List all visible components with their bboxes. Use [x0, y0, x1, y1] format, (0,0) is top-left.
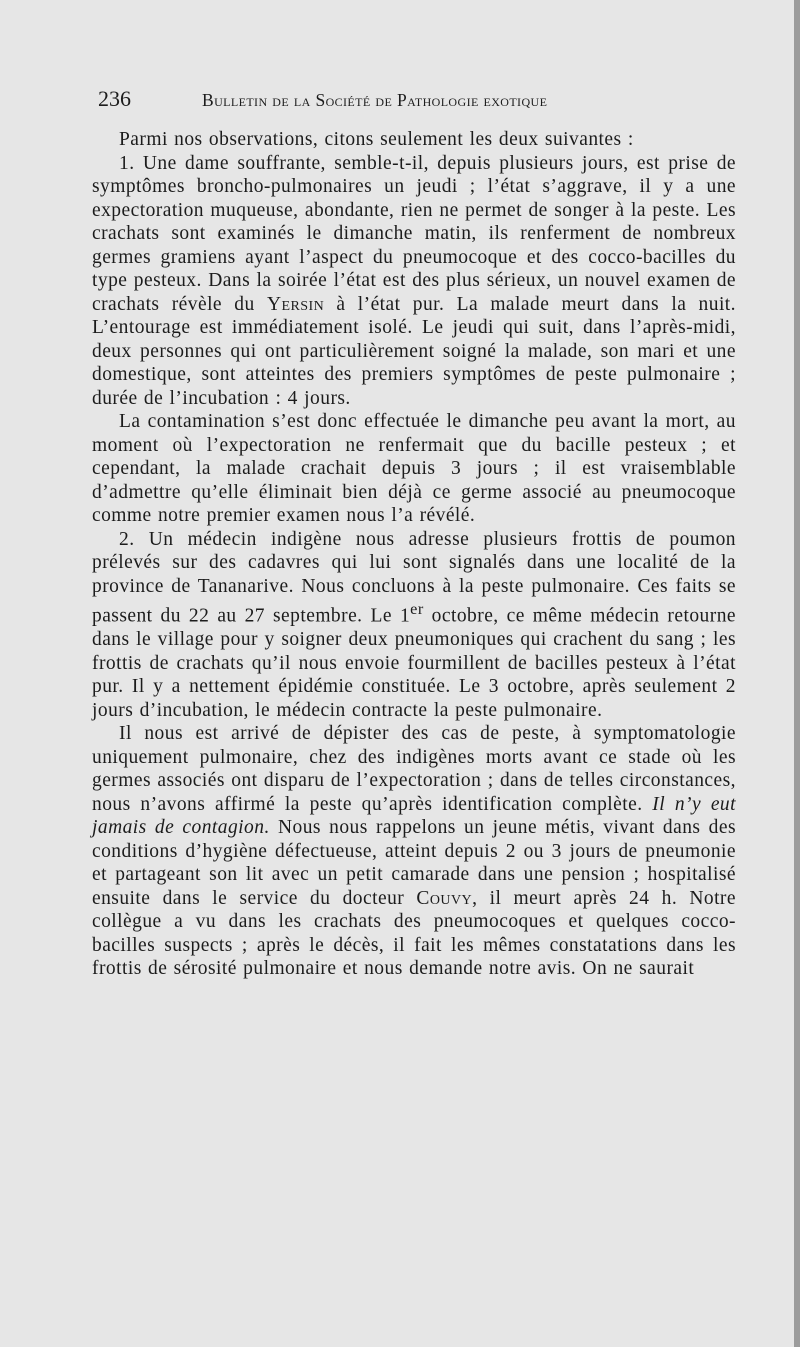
- paragraph-case-2: [92, 528, 736, 723]
- ordinal-superscript: er: [410, 600, 424, 618]
- italic-statement: Il n’y eut jamais de contagion.: [92, 793, 737, 838]
- paragraph-text: Nous nous rappelons un jeune métis, vivant dans des conditions d’hygiène défectueuse, atteint depuis 2 ou 3 jours de pneumonie et partageant son lit avec un petit camarade dans une pension ; hospitalisé ensuite dans le service du docteur: [92, 817, 736, 909]
- journal-title: Bulletin de la Société de Pathologie exotique: [202, 90, 548, 110]
- running-head: [98, 84, 738, 114]
- paragraph-text: octobre, ce même médecin retourne dans le village pour y soigner deux pneumoniques qui crachent du sang ; les frottis de crachats qu’il nous envoie fourmillent de bacilles pesteux à l’état pur. Il y a nettement épidémie constituée. Le 3 octobre, après seulement 2 jours d’incubation, le médecin contracte la peste pulmonaire.: [92, 605, 736, 721]
- paragraph-observations: [92, 722, 736, 981]
- paragraph-text: 1. Une dame souffrante, semble-t-il, depuis plusieurs jours, est prise de symptômes broncho-pulmonaires un jeudi ; l’état s’aggrave, il y a une expectoration muqueuse, abondante, rien ne permet de songer à la peste. Les crachats sont examinés le dimanche matin, ils renferment de nombreux germes gramiens ayant l’aspect du pneumocoque et des cocco-bacilles du type pesteux. Dans la soirée l’état est des plus sérieux, un nouvel examen de crachats révèle du: [92, 152, 736, 315]
- paragraph-case-1: [92, 152, 736, 411]
- paragraph-intro: Parmi nos observations, citons seulement les deux suivantes :: [119, 129, 634, 150]
- author-name-yersin: Yersin: [266, 293, 325, 315]
- page-number: 236: [98, 86, 131, 111]
- author-name-couvy: Couvy: [416, 887, 473, 909]
- paragraph-contamination: La contamination s’est donc effectuée le dimanche peu avant la mort, au moment où l’expectoration ne renfermait que du bacille pesteux ; et cependant, la malade crachait depuis 3 jours ; il est vraisemblable d’admettre qu’elle éliminait bien déjà ce germe associé au pneumocoque comme notre premier examen nous l’a révélé.: [92, 411, 736, 526]
- paragraph-text: Il nous est arrivé de dépister des cas de peste, à symptomatologie uniquement pulmonaire, chez des indigènes morts avant ce stade où les germes associés ont disparu de l’expectoration ; dans de telles circonstances, nous n’avons affirmé la peste qu’après identification complète.: [92, 723, 736, 815]
- paragraph-text: , il meurt après 24 h. Notre collègue a vu dans les crachats des pneumocoques et quelques cocco-bacilles suspects ; après le décès, il fait les mêmes constatations dans les frottis de sérosité pulmonaire et nous demande notre avis. On ne saurait: [92, 887, 736, 979]
- paragraph-text: 2. Un médecin indigène nous adresse plusieurs frottis de poumon prélevés sur des cadavres qui lui sont signalés dans une localité de la province de Tananarive. Nous concluons à la peste pulmonaire. Ces faits se passent du 22 au 27 septembre. Le 1: [92, 528, 736, 627]
- paragraph-text: à l’état pur. La malade meurt dans la nuit. L’entourage est immédiatement isolé. Le jeudi qui suit, dans l’après-midi, deux personnes qui ont particulièrement soigné la malade, son mari et une domestique, sont atteintes des premiers symptômes de peste pulmonaire ; durée de l’incubation : 4 jours.: [92, 293, 737, 409]
- body-text: [92, 128, 736, 981]
- page-edge-shadow: [794, 0, 800, 1347]
